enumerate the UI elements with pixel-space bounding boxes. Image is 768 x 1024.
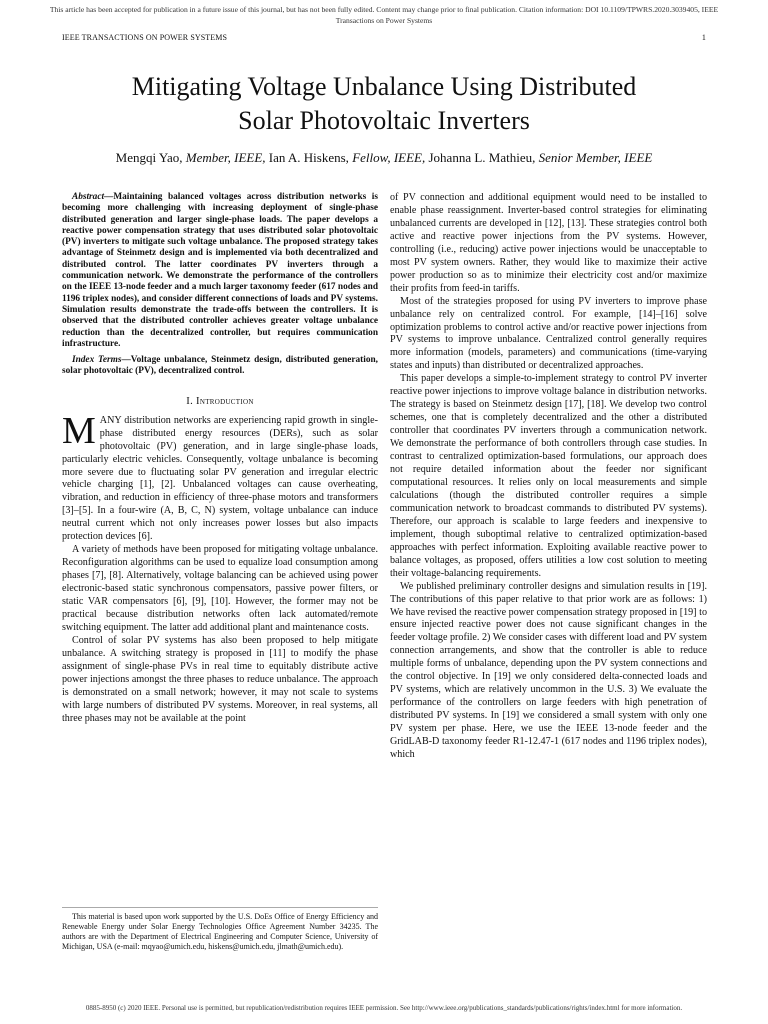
section-number: I. — [186, 395, 194, 407]
section-title: Introduction — [196, 395, 254, 407]
author-name: Ian A. Hiskens, — [268, 150, 349, 165]
intro-paragraph: A variety of methods have been proposed for mitigating voltage unbalance. Reconfiguration algorithms can be used to equalize load consumption among phases [7], [8]. Alternatively, voltage balancing can be achieved using power electronic-based static synchronous compensators, passive power filters, or static VAR compensators [6], [9], [10]. However, the former may not be practical because distribution networks often lack automated/remote switching equipment. The latter add additional plant and maintenance costs. — [62, 544, 378, 633]
running-head — [62, 33, 706, 42]
drop-cap: M — [62, 409, 96, 452]
page-number: 1 — [701, 33, 706, 42]
right-column — [390, 192, 707, 762]
journal-name: IEEE TRANSACTIONS ON POWER SYSTEMS — [62, 33, 228, 42]
abstract-label: Abstract — [72, 192, 105, 202]
abstract-text: —Maintaining balanced voltages across distribution networks is becoming more challenging with increasing deployment of single-phase distributed generation and larger single-phase loads. The paper develops a reactive power compensation strategy that uses distributed solar photovoltaic (PV) inverters to mitigate such voltage unbalance. The proposed strategy takes advantage of Steinmetz design and is implemented via both decentralized and distributed control. The latter coordinates PV inverters through a communication network. We demonstrate the performance of the controllers on the IEEE 13-node feeder and a much larger taxonomy feeder (617 nodes and 1196 triplex nodes), and consider different connections of loads and PV systems. Simulation results demonstrate the trade-offs between the controllers. It is observed that the distributed controller achieves greater voltage unbalance reduction than the decentralized controller, but requires communication infrastructure. — [62, 192, 378, 349]
copyright-notice: 0885-8950 (c) 2020 IEEE. Personal use is permitted, but republication/redistribution requires IEEE permission. See http://www.ieee.org/publications_standards/publications/rights/index.html for more information. — [85, 1004, 683, 1012]
acceptance-notice-line1: This article has been accepted for publication in a future issue of this journal, but has not been fully edited. Content may change prior to final publication. Citation information: DOI 10.1109/TPWRS.2020.3039405, IEEE — [49, 5, 719, 14]
intro-paragraph: This paper develops a simple-to-implement strategy to control PV inverter reactive power injections to improve voltage balance in distribution networks. The strategy is based on Steinmetz design [17], [18]. We develop two control schemes, one that is completely decentralized and the other a distributed controller that coordinates PV inverters through a communication network. We demonstrate the performance of both controllers through case studies. In contrast to centralized optimization-based formulations, our approach does not require detailed information about the feeder nor significant computational resources. It relies only on local measurements and simple calculations (though the distributed controller requires a simple communication network to broadcast commands to distributed PV systems). Therefore, our approach is scalable to large feeders and inexpensive to implement, though suboptimal relative to centralized optimization-based approaches with perfect information. Exploiting available reactive power to balance voltages, as proposed, offers utilities a low cost solution to meeting their voltage-balancing requirements. — [390, 373, 707, 579]
index-terms-text: —Voltage unbalance, Steinmetz design, distributed generation, solar photovoltaic (PV), decentralized control. — [62, 355, 378, 377]
index-terms-label: Index Terms — [72, 355, 122, 366]
intro-paragraph: Control of solar PV systems has also been proposed to help mitigate unbalance. A switching strategy is proposed in [11] to modify the phase assignment of single-phase PVs in real time to equitably distribute active power injections amongst the three phases to reduce unbalance. The approach is demonstrated on a small network; however, it may not scale to systems with large numbers of distributed PV systems. Moreover, in real systems, all three phases may not be available at the point — [62, 634, 378, 724]
funding-footnote: This material is based upon work supported by the U.S. DoEs Office of Energy Efficiency and Renewable Energy under Solar Energy Technologies Office Agreement Number 34235. The authors are with the Department of Electrical Engineering and Computer Science, University of Michigan, USA (e-mail: mqyao@umich.edu, hiskens@umich.edu, jlmath@umich.edu). — [62, 907, 378, 952]
acceptance-notice-line2: Transactions on Power Systems — [335, 16, 433, 25]
author-list — [20, 150, 748, 166]
author-name: Johanna L. Mathieu, — [428, 150, 536, 165]
left-column — [62, 192, 378, 726]
abstract — [62, 192, 378, 350]
author-role: Fellow, IEEE, — [352, 150, 426, 165]
intro-body-left — [62, 409, 378, 726]
intro-paragraph-text: ANY distribution networks are experiencing rapid growth in single-phase distributed energy resources (DERs), such as solar photovoltaic (PV) generation, and in large single-phase loads, particularly electric vehicles. Consequently, voltage unbalance is becoming more severe due to fluctuating solar PV generation and irregular electric vehicle charging [1], [2]. Unbalanced voltages can cause overheating, vibration, and reduction in efficiency of three-phase motors and transformers [3]–[5]. In a four-wire (A, B, C, N) system, voltage unbalance can induce neutral current which not only increases power losses but also impacts protection devices [6]. — [62, 414, 378, 543]
acceptance-notice — [20, 4, 748, 26]
intro-paragraph: Most of the strategies proposed for using PV inverters to improve phase unbalance rely on centralized control. For example, [14]–[16] solve optimization problems to control active and/or reactive power injections from PV systems to improve unbalance. Centralized control generally requires more information (models, parameters) and communications (time-varying states and inputs) than distributed or decentralized approaches. — [390, 295, 707, 372]
author-role: Senior Member, IEEE — [538, 150, 653, 165]
author-name: Mengqi Yao, — [115, 150, 183, 165]
intro-paragraph: of PV connection and additional equipment would need to be installed to enable phase reassignment. Inverter-based control strategies for eliminating unbalanced currents are developed in [12], [13]. These strategies control both active and reactive power injections from the PV systems. However, controlling (i.e., reducing) active power injections would be unacceptable to most PV system owners. Rather, they would like to maximize their active power production so as to minimize their electricity cost and/or maximize their profits from feed-in tariffs. — [390, 192, 707, 294]
paper-title — [20, 70, 748, 138]
paper-title-line2: Solar Photovoltaic Inverters — [238, 106, 530, 135]
author-role: Member, IEEE, — [185, 150, 266, 165]
section-heading — [62, 396, 378, 409]
paper-title-line1: Mitigating Voltage Unbalance Using Distributed — [131, 72, 637, 101]
intro-paragraph — [62, 409, 378, 545]
intro-paragraph: We published preliminary controller designs and simulation results in [19]. The contributions of this paper relative to that prior work are as follows: 1) We have revised the reactive power compensation strategy proposed in [19] to ensure injected reactive power does not cause significant changes in the feeder voltage profile. 2) We consider cases with different load and PV system connection arrangements, and show that the controller is able to reduce multiple forms of unbalance, depending upon the PV system connections and the control objective. In [19] we only considered delta-connected loads and PV systems, which are relatively uncommon in the U.S. 3) We evaluate the performance of the controllers on large feeders with high penetration of distributed PV systems. In [19] we considered a small system with only one PV system per phase. Here, we use the IEEE 13-node feeder and the GridLAB-D taxonomy feeder R1-12.47-1 (617 nodes and 1196 triplex nodes), which — [390, 580, 707, 760]
index-terms — [62, 355, 378, 378]
